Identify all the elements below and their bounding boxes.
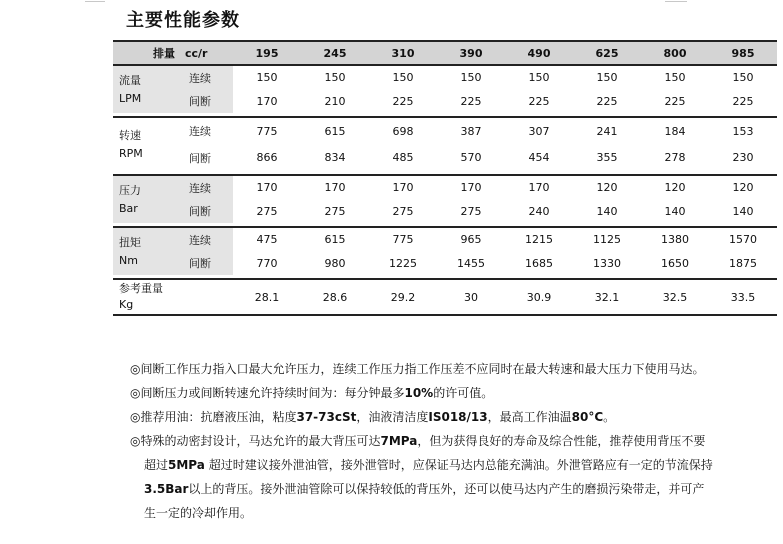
table-cell: 1650	[661, 256, 689, 270]
table-cell: 485	[392, 151, 414, 164]
note-line: 生一定的冷却作用。	[144, 506, 253, 520]
table-cell: 965	[460, 233, 482, 246]
table-cell: 150	[460, 71, 482, 84]
table-cell: 153	[732, 124, 754, 138]
header-col: 245	[301, 41, 369, 65]
note-text: ◎间断压力或间断转速允许持续时间为：每分钟最多	[130, 386, 405, 400]
note-line	[130, 429, 780, 453]
note-emphasis: 5MPa	[168, 458, 205, 472]
table-cell: 775	[392, 233, 414, 246]
header-col: 800	[641, 41, 709, 65]
table-cell: 570	[460, 151, 482, 164]
table-cell: 150	[392, 71, 414, 84]
note-line	[130, 405, 780, 429]
table-row	[113, 199, 777, 223]
table-cell: 120	[732, 181, 754, 194]
table-cell: 150	[324, 71, 346, 84]
header-col: 390	[437, 41, 505, 65]
note-line: ◎间断工作压力指入口最大允许压力，连续工作压力指工作压差不应同时在最大转速和最大压力下使用马达。	[130, 362, 705, 376]
table-row	[113, 117, 777, 144]
row-label: 连续	[181, 227, 233, 251]
note-text: 超过时建议接外泄油管，接外泄管时，应保证马达内总能充满油。外泄管路应有一定的节流保持	[204, 458, 713, 472]
group-unit: Nm	[119, 253, 138, 267]
header-label: 排量	[113, 41, 181, 65]
table-cell: 1685	[525, 256, 553, 270]
table-row	[113, 227, 777, 251]
note-line	[130, 381, 780, 405]
table-cell: 241	[596, 124, 618, 138]
table-cell: 150	[664, 71, 686, 84]
note-text: 的许可值。	[433, 386, 494, 400]
table-cell: 275	[392, 204, 414, 218]
table-cell: 150	[256, 71, 278, 84]
row-label: 间断	[181, 251, 233, 275]
table-cell: 1380	[661, 233, 689, 246]
table-cell: 170	[256, 181, 278, 194]
table-cell: 140	[664, 204, 686, 218]
group-label	[113, 117, 181, 171]
table-cell: 150	[596, 71, 618, 84]
table-cell: 1330	[593, 256, 621, 270]
note-text: ，最高工作油温	[487, 410, 572, 424]
table-cell: 278	[664, 151, 686, 164]
header-col: 625	[573, 41, 641, 65]
table-cell: 225	[596, 94, 618, 108]
table-cell: 225	[392, 94, 414, 108]
header-col: 490	[505, 41, 573, 65]
table-cell: 210	[324, 94, 346, 108]
table-row	[113, 279, 777, 315]
table-cell: 225	[664, 94, 686, 108]
group-unit: Kg	[119, 298, 134, 311]
table-cell: 387	[460, 124, 482, 138]
table-cell: 30	[437, 279, 505, 315]
note-text: ◎推荐用油：抗磨液压油，粘度	[130, 410, 297, 424]
table-cell: 28.6	[301, 279, 369, 315]
table-cell: 1225	[389, 256, 417, 270]
row-label: 间断	[181, 89, 233, 113]
note-text: 超过	[144, 458, 169, 472]
table-cell: 170	[528, 181, 550, 194]
note-emphasis: 7MPa	[380, 434, 418, 448]
row-label: 连续	[189, 125, 211, 138]
page-edge-lines	[0, 0, 783, 6]
table-cell: 30.9	[505, 279, 573, 315]
group-name: 参考重量	[119, 282, 163, 295]
table-cell: 1875	[729, 256, 757, 270]
table-cell: 866	[256, 151, 278, 164]
table-cell: 275	[460, 204, 482, 218]
table-cell: 120	[596, 181, 618, 194]
table-row	[113, 175, 777, 199]
table-cell: 170	[324, 181, 346, 194]
group-name: 流量	[119, 73, 141, 87]
table-row	[113, 89, 777, 113]
page-title: 主要性能参数	[126, 10, 240, 31]
table-cell: 184	[664, 124, 686, 138]
group-label	[113, 227, 181, 275]
table-cell: 33.5	[709, 279, 777, 315]
note-text: ，但为获得良好的寿命及综合性能，推荐使用背压不要	[417, 434, 706, 448]
table-cell: 225	[732, 94, 754, 108]
table-cell: 454	[528, 151, 550, 164]
note-text: 以上的背压。接外泄油管除可以保持较低的背压外，还可以使马达内产生的磨损污染带走，并可产	[188, 482, 705, 496]
note-emphasis: 37-73cSt	[296, 410, 357, 424]
row-label: 间断	[181, 199, 233, 223]
table-cell: 240	[528, 204, 550, 218]
group-name: 压力	[119, 183, 141, 197]
note-text: ，油液清洁度	[356, 410, 429, 424]
group-name: 转速	[119, 128, 141, 142]
table-cell: 615	[324, 124, 346, 138]
group-unit: LPM	[119, 91, 142, 105]
table-cell: 1455	[457, 256, 485, 270]
table-cell: 170	[392, 181, 414, 194]
group-label	[113, 175, 181, 223]
table-cell: 275	[256, 204, 278, 218]
table-cell: 150	[732, 71, 754, 84]
table-cell: 120	[664, 181, 686, 194]
table-cell: 140	[732, 204, 754, 218]
table-cell: 1570	[729, 233, 757, 246]
header-col: 310	[369, 41, 437, 65]
table-cell: 28.1	[233, 279, 301, 315]
table-cell: 275	[324, 204, 346, 218]
note-emphasis: 10%	[404, 386, 434, 400]
table-cell: 1125	[593, 233, 621, 246]
table-cell: 170	[256, 94, 278, 108]
performance-table	[113, 40, 777, 316]
note-emphasis: 80°C	[571, 410, 604, 424]
row-label: 连续	[181, 65, 233, 89]
table-cell: 230	[732, 151, 754, 164]
note-line	[130, 477, 780, 501]
table-cell: 980	[324, 256, 346, 270]
table-cell: 615	[324, 233, 346, 246]
table-row	[113, 251, 777, 275]
table-row	[113, 65, 777, 89]
note-line	[130, 453, 780, 477]
table-row	[113, 144, 777, 171]
table-cell: 307	[528, 124, 550, 138]
table-cell: 29.2	[369, 279, 437, 315]
table-cell: 32.5	[641, 279, 709, 315]
table-cell: 150	[528, 71, 550, 84]
note-text: ◎特殊的动密封设计，马达允许的最大背压可达	[130, 434, 381, 448]
table-cell: 698	[392, 124, 414, 138]
table-cell: 32.1	[573, 279, 641, 315]
table-cell: 355	[596, 151, 618, 164]
row-label: 连续	[181, 175, 233, 199]
header-col: 195	[233, 41, 301, 65]
table-cell: 475	[256, 233, 278, 246]
note-emphasis: IS018/13	[428, 410, 488, 424]
table-cell: 225	[460, 94, 482, 108]
note-emphasis: 3.5Bar	[144, 482, 189, 496]
table-cell: 170	[460, 181, 482, 194]
table-cell: 1215	[525, 233, 553, 246]
table-cell: 775	[256, 124, 278, 138]
row-label: 间断	[189, 151, 211, 165]
table-cell: 225	[528, 94, 550, 108]
group-label	[113, 65, 181, 113]
notes-section	[130, 357, 780, 525]
table-cell: 770	[256, 256, 278, 270]
table-cell: 140	[596, 204, 618, 218]
group-label	[113, 279, 233, 315]
header-unit: cc/r	[181, 41, 233, 65]
note-text: 。	[603, 410, 616, 424]
group-unit: RPM	[119, 146, 143, 160]
group-name: 扭矩	[119, 235, 141, 249]
table-cell: 834	[324, 151, 346, 164]
header-row	[113, 41, 777, 65]
group-unit: Bar	[119, 201, 138, 215]
header-col: 985	[709, 41, 777, 65]
